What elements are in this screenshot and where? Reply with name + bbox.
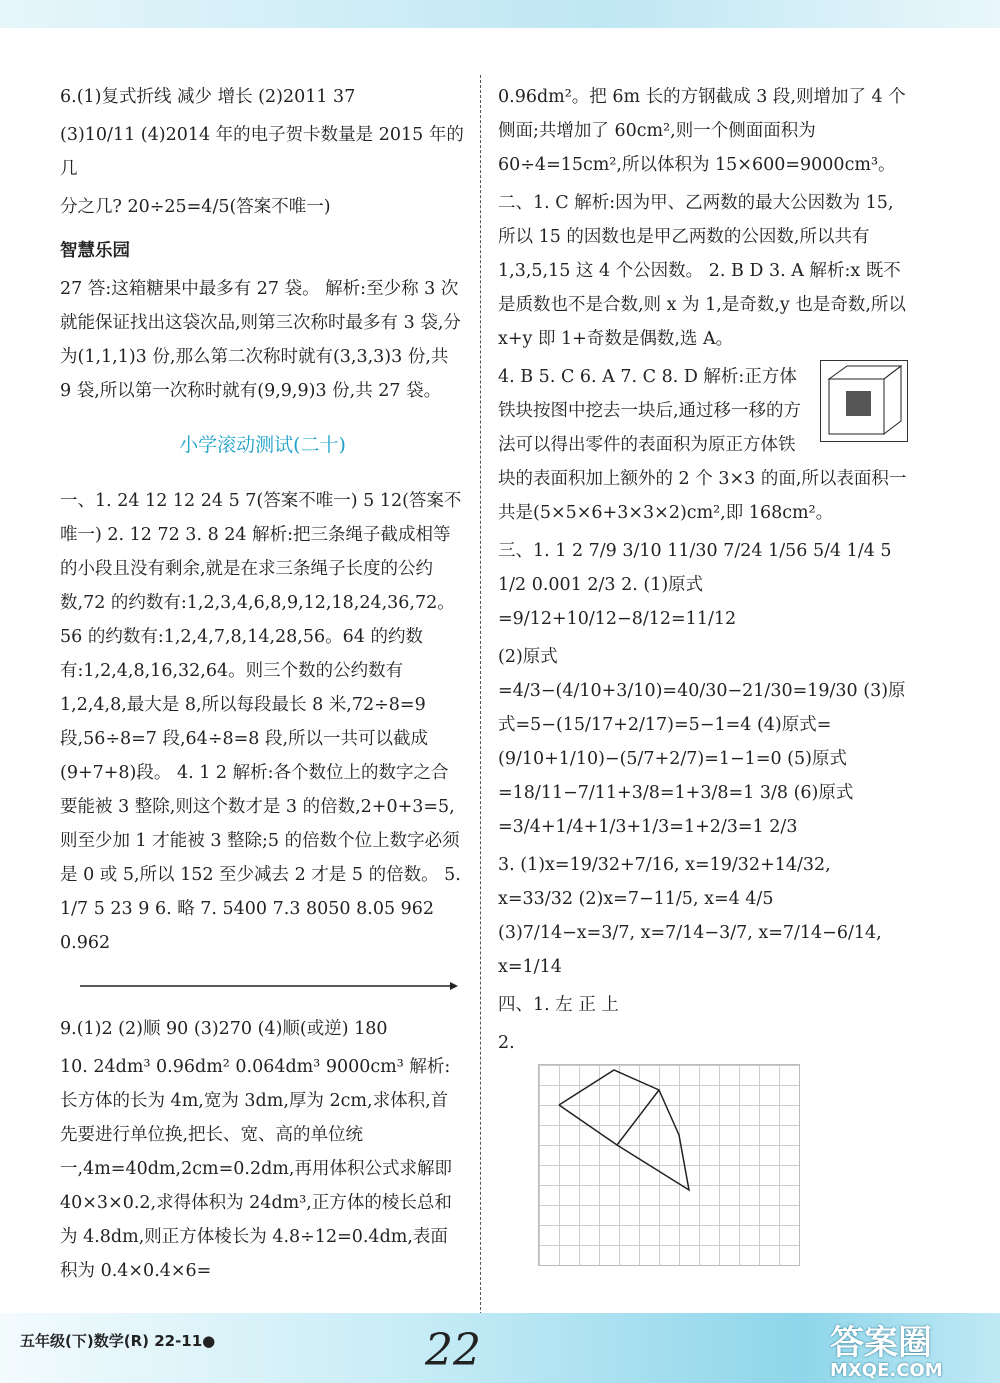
answer-10-cont: 0.96dm²。把 6m 长的方钢截成 3 段,则增加了 4 个侧面;共增加了 60cm²,则一个侧面面积为 60÷4=15cm²,所以体积为 15×600=9000cm³。 [498,87,906,175]
part-4-answers: 四、1. 左 正 上 [498,995,619,1015]
answer-6-cont: (3)10/11 (4)2014 年的电子贺卡数量是 2015 年的几 [60,125,464,179]
rotation-grid-figure [538,1064,800,1266]
watermark-line1: 答案圈 [830,1323,932,1363]
part-2-answers: 二、1. C 解析:因为甲、乙两数的最大公因数为 15,所以 15 的因数也是甲乙两数的公因数,所以共有 1,3,5,15 这 4 个公因数。 2. B D 3. A 解析:x 既不是质数也不是合数,则 x 为 1,是奇数,y 也是奇数,所以 x+y 即 1+奇数是偶数,选 A。 [498,193,906,349]
column-divider [480,75,481,1315]
left-column [60,80,465,1292]
calc-answers: (2)原式=4/3−(4/10+3/10)=40/30−21/30=19/30 (3)原式=5−(15/17+2/17)=5−1=4 (4)原式=(9/10+1/10)−(5/7+2/7)=1−1=0 (5)原式=18/11−7/11+3/8=1+3/8=1 3/8 (6)原式=3/4+1/4+1/3+1/3=1+2/3=1 2/3 [498,647,906,837]
cube-figure [820,360,908,442]
equation-answers: 3. (1)x=19/32+7/16, x=19/32+14/32, x=33/32 (2)x=7−11/5, x=4 4/5 (3)7/14−x=3/7, x=7/14−3/7, x=7/14−6/14, x=1/14 [498,855,882,977]
section-heading-zhihui: 智慧乐园 [60,241,130,261]
answer-6-end: 分之几? 20÷25=4/5(答案不唯一) [60,197,331,217]
answer-4-2-label: 2. [498,1033,515,1053]
rotation-svg [539,1065,799,1265]
watermark-line2: MXQE.COM [830,1360,943,1381]
answers-4-8: 4. B 5. C 6. A 7. C 8. D 解析:正方体铁块按图中挖去一块后,通过移一移的方法可以得出零件的表面积为原正方体铁块的表面积加上额外的 2 个 3×3 的面,所以表面积一共是(5×5×6+3×3×2)cm²,即 168cm²。 [498,367,907,523]
top-decor-band [0,0,1000,28]
page-footer: 五年级(下)数学(R) 22-11● [20,1332,216,1350]
answer-zhihui: 27 答:这箱糖果中最多有 27 袋。 解析:至少称 3 次就能保证找出这袋次品,则第三次称时最多有 3 袋,分为(1,1,1)3 份,那么第二次称时就有(3,3,3)3 份,共 9 袋,所以第一次称时就有(9,9,9)3 份,共 27 袋。 [60,279,461,401]
part-3-answers: 三、1. 1 2 7/9 3/10 11/30 7/24 1/56 5/4 1/4 5 1/2 0.001 2/3 2. (1)原式=9/12+10/12−8/12=11/12 [498,541,892,629]
handwritten-page-number: 22 [425,1325,481,1376]
number-line-svg [60,966,460,1006]
answer-10: 10. 24dm³ 0.96dm² 0.064dm³ 9000cm³ 解析:长方体的长为 4m,宽为 3dm,厚为 2cm,求体积,首先要进行单位换,把长、宽、高的单位统一,4m=40dm,2cm=0.2dm,再用体积公式求解即 40×3×0.2,求得体积为 24dm³,正方体的棱长总和为 4.8dm,则正方体棱长为 4.8÷12=0.4dm,表面积为 0.4×0.4×6= [60,1057,452,1281]
right-column [498,80,908,1266]
part-1-answers: 一、1. 24 12 12 24 5 7(答案不唯一) 5 12(答案不唯一) 2. 12 72 3. 8 24 解析:把三条绳子截成相等的小段且没有剩余,就是在求三条绳子长度的公约数,72 的约数有:1,2,3,4,6,8,9,12,18,24,36,72。56 的约数有:1,2,4,7,8,14,28,56。64 的约数有:1,2,4,8,16,32,64。则三个数的公约数有 1,2,4,8,最大是 8,所以每段最长 8 米,72÷8=9 段,56÷8=7 段,64÷8=8 段,所以一共可以截成(9+7+8)段。 4. 1 2 解析:各个数位上的数字之合要能被 3 整除,则这个数才是 3 的倍数,2+0+3=5,则至少加 1 才能被 3 整除;5 的倍数个位上数字必须是 0 或 5,所以 152 至少减去 2 才是 5 的倍数。 5. 1/7 5 23 9 6. 略 7. 5400 7.3 8050 8.05 962 0.962 [60,491,462,953]
cube-svg [821,361,907,441]
answer-9: 9.(1)2 (2)顺 90 (3)270 (4)顺(或逆) 180 [60,1019,388,1039]
section-title: 小学滚动测试(二十) [179,434,346,456]
watermark-logo [830,1315,943,1381]
answer-6: 6.(1)复式折线 减少 增长 (2)2011 37 [60,87,356,107]
number-line-figure [60,966,465,1006]
